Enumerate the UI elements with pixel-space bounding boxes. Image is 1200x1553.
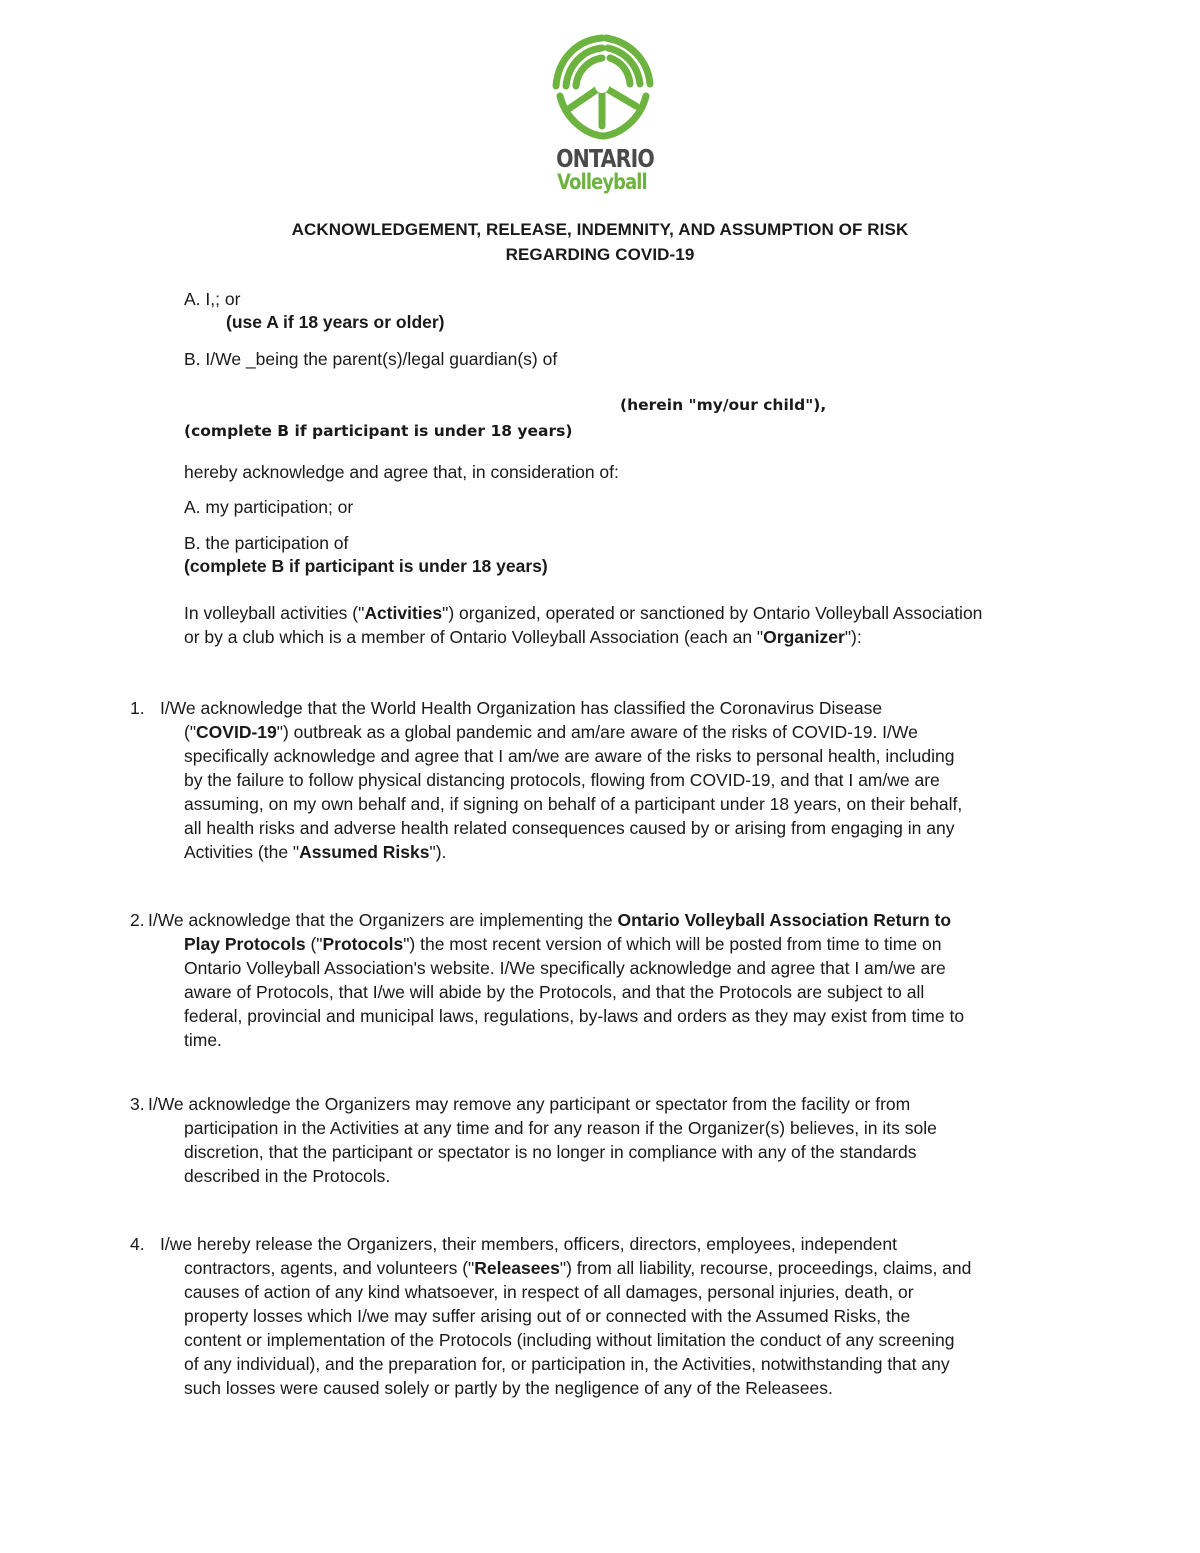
clause-2-line-3: Ontario Volleyball Association's website. I/We specifically acknowledge and agree that I am/we are: [184, 958, 946, 978]
clause-4: [160, 1232, 1063, 1256]
herein-text: (herein "my/our child"),: [620, 396, 827, 414]
consideration-b-text: B. the participation of: [184, 533, 349, 553]
option-b-text: B. I/We _being the parent(s)/legal guardian(s) of: [184, 349, 558, 369]
clause-4-line-4: property losses which I/we may suffer arising out of or connected with the Assumed Risks, the: [184, 1306, 911, 1326]
clause-4-body: [184, 1256, 1063, 1400]
clause-2-line-4: aware of Protocols, that I/we will abide by the Protocols, and that the Protocols are subject to all: [184, 982, 925, 1002]
logo-text-ontario: ONTARIO: [556, 144, 655, 173]
clause-1-line-2: ("COVID-19") outbreak as a global pandemic and am/are aware of the risks of COVID-19. I/We: [184, 722, 918, 742]
ontario-volleyball-logo: [546, 30, 658, 200]
clause-4-line-7: such losses were caused solely or partly by the negligence of any of the Releasees.: [184, 1378, 833, 1398]
hereby-text: hereby acknowledge and agree that, in consideration of:: [184, 462, 619, 482]
clause-3-line-1: I/We acknowledge the Organizers may remove any participant or spectator from the facility or from: [148, 1094, 911, 1114]
activities-paragraph: [184, 601, 982, 649]
clause-2-number: 2.: [130, 910, 145, 930]
option-b-note: (complete B if participant is under 18 years): [184, 422, 573, 440]
clause-2-body: [184, 932, 964, 1052]
consideration-a-text: A. my participation; or: [184, 497, 354, 517]
clause-1-line-4: by the failure to follow physical distancing protocols, flowing from COVID-19, and that I am/we are: [184, 770, 940, 790]
clause-1: [160, 696, 1063, 720]
clause-3-number: 3.: [130, 1094, 145, 1114]
clause-2-line-2: Play Protocols ("Protocols") the most recent version of which will be posted from time to time on: [184, 934, 942, 954]
clause-3-line-4: described in the Protocols.: [184, 1166, 391, 1186]
clause-1-body: [184, 720, 1063, 864]
activities-line-1: In volleyball activities ("Activities") organized, operated or sanctioned by Ontario Volleyball Association: [184, 603, 983, 623]
clause-4-line-2: contractors, agents, and volunteers ("Releasees") from all liability, recourse, proceedings, claims, and: [184, 1258, 972, 1278]
clause-3-line-3: discretion, that the participant or spectator is no longer in compliance with any of the standards: [184, 1142, 917, 1162]
option-a-note: (use A if 18 years or older): [226, 312, 445, 332]
clause-1-line-1: I/We acknowledge that the World Health Organization has classified the Coronavirus Disease: [160, 698, 883, 718]
clause-3-line-2: participation in the Activities at any time and for any reason if the Organizer(s) believes, in its sole: [184, 1118, 937, 1138]
clause-2-line-1: I/We acknowledge that the Organizers are implementing the Ontario Volleyball Association Return to: [148, 910, 952, 930]
clause-4-line-3: causes of action of any kind whatsoever, in respect of all damages, personal injuries, death, or: [184, 1282, 914, 1302]
clause-4-number: 4.: [130, 1234, 145, 1254]
document-title-line1: ACKNOWLEDGEMENT, RELEASE, INDEMNITY, AND ASSUMPTION OF RISK: [291, 220, 909, 239]
clause-3-body: [184, 1116, 937, 1188]
logo-text-volleyball: Volleyball: [557, 170, 647, 194]
clause-2-line-6: time.: [184, 1030, 222, 1050]
clause-1-line-7: Activities (the "Assumed Risks").: [184, 842, 447, 862]
clause-1-line-5: assuming, on my own behalf and, if signing on behalf of a participant under 18 years, on their behalf,: [184, 794, 963, 814]
clause-4-line-5: content or implementation of the Protocols (including without limitation the conduct of any screening: [184, 1330, 955, 1350]
clause-1-line-6: all health risks and adverse health related consequences caused by or arising from engaging in any: [184, 818, 955, 838]
clause-2-line-5: federal, provincial and municipal laws, regulations, by-laws and orders as they may exist from time to: [184, 1006, 965, 1026]
clause-4-line-1: I/we hereby release the Organizers, their members, officers, directors, employees, independent: [160, 1234, 897, 1254]
activities-line-2: or by a club which is a member of Ontario Volleyball Association (each an "Organizer"):: [184, 627, 862, 647]
volleyball-icon: [546, 30, 658, 142]
clause-1-number: 1.: [130, 698, 145, 718]
clause-4-line-6: of any individual), and the preparation for, or participation in, the Activities, notwithstanding that any: [184, 1354, 950, 1374]
consideration-b-note: (complete B if participant is under 18 years): [184, 556, 548, 576]
clause-1-line-3: specifically acknowledge and agree that I am/we are aware of the risks to personal health, including: [184, 746, 955, 766]
option-a-text: A. I,; or: [184, 289, 241, 309]
document-title-line2: REGARDING COVID-19: [505, 245, 695, 264]
